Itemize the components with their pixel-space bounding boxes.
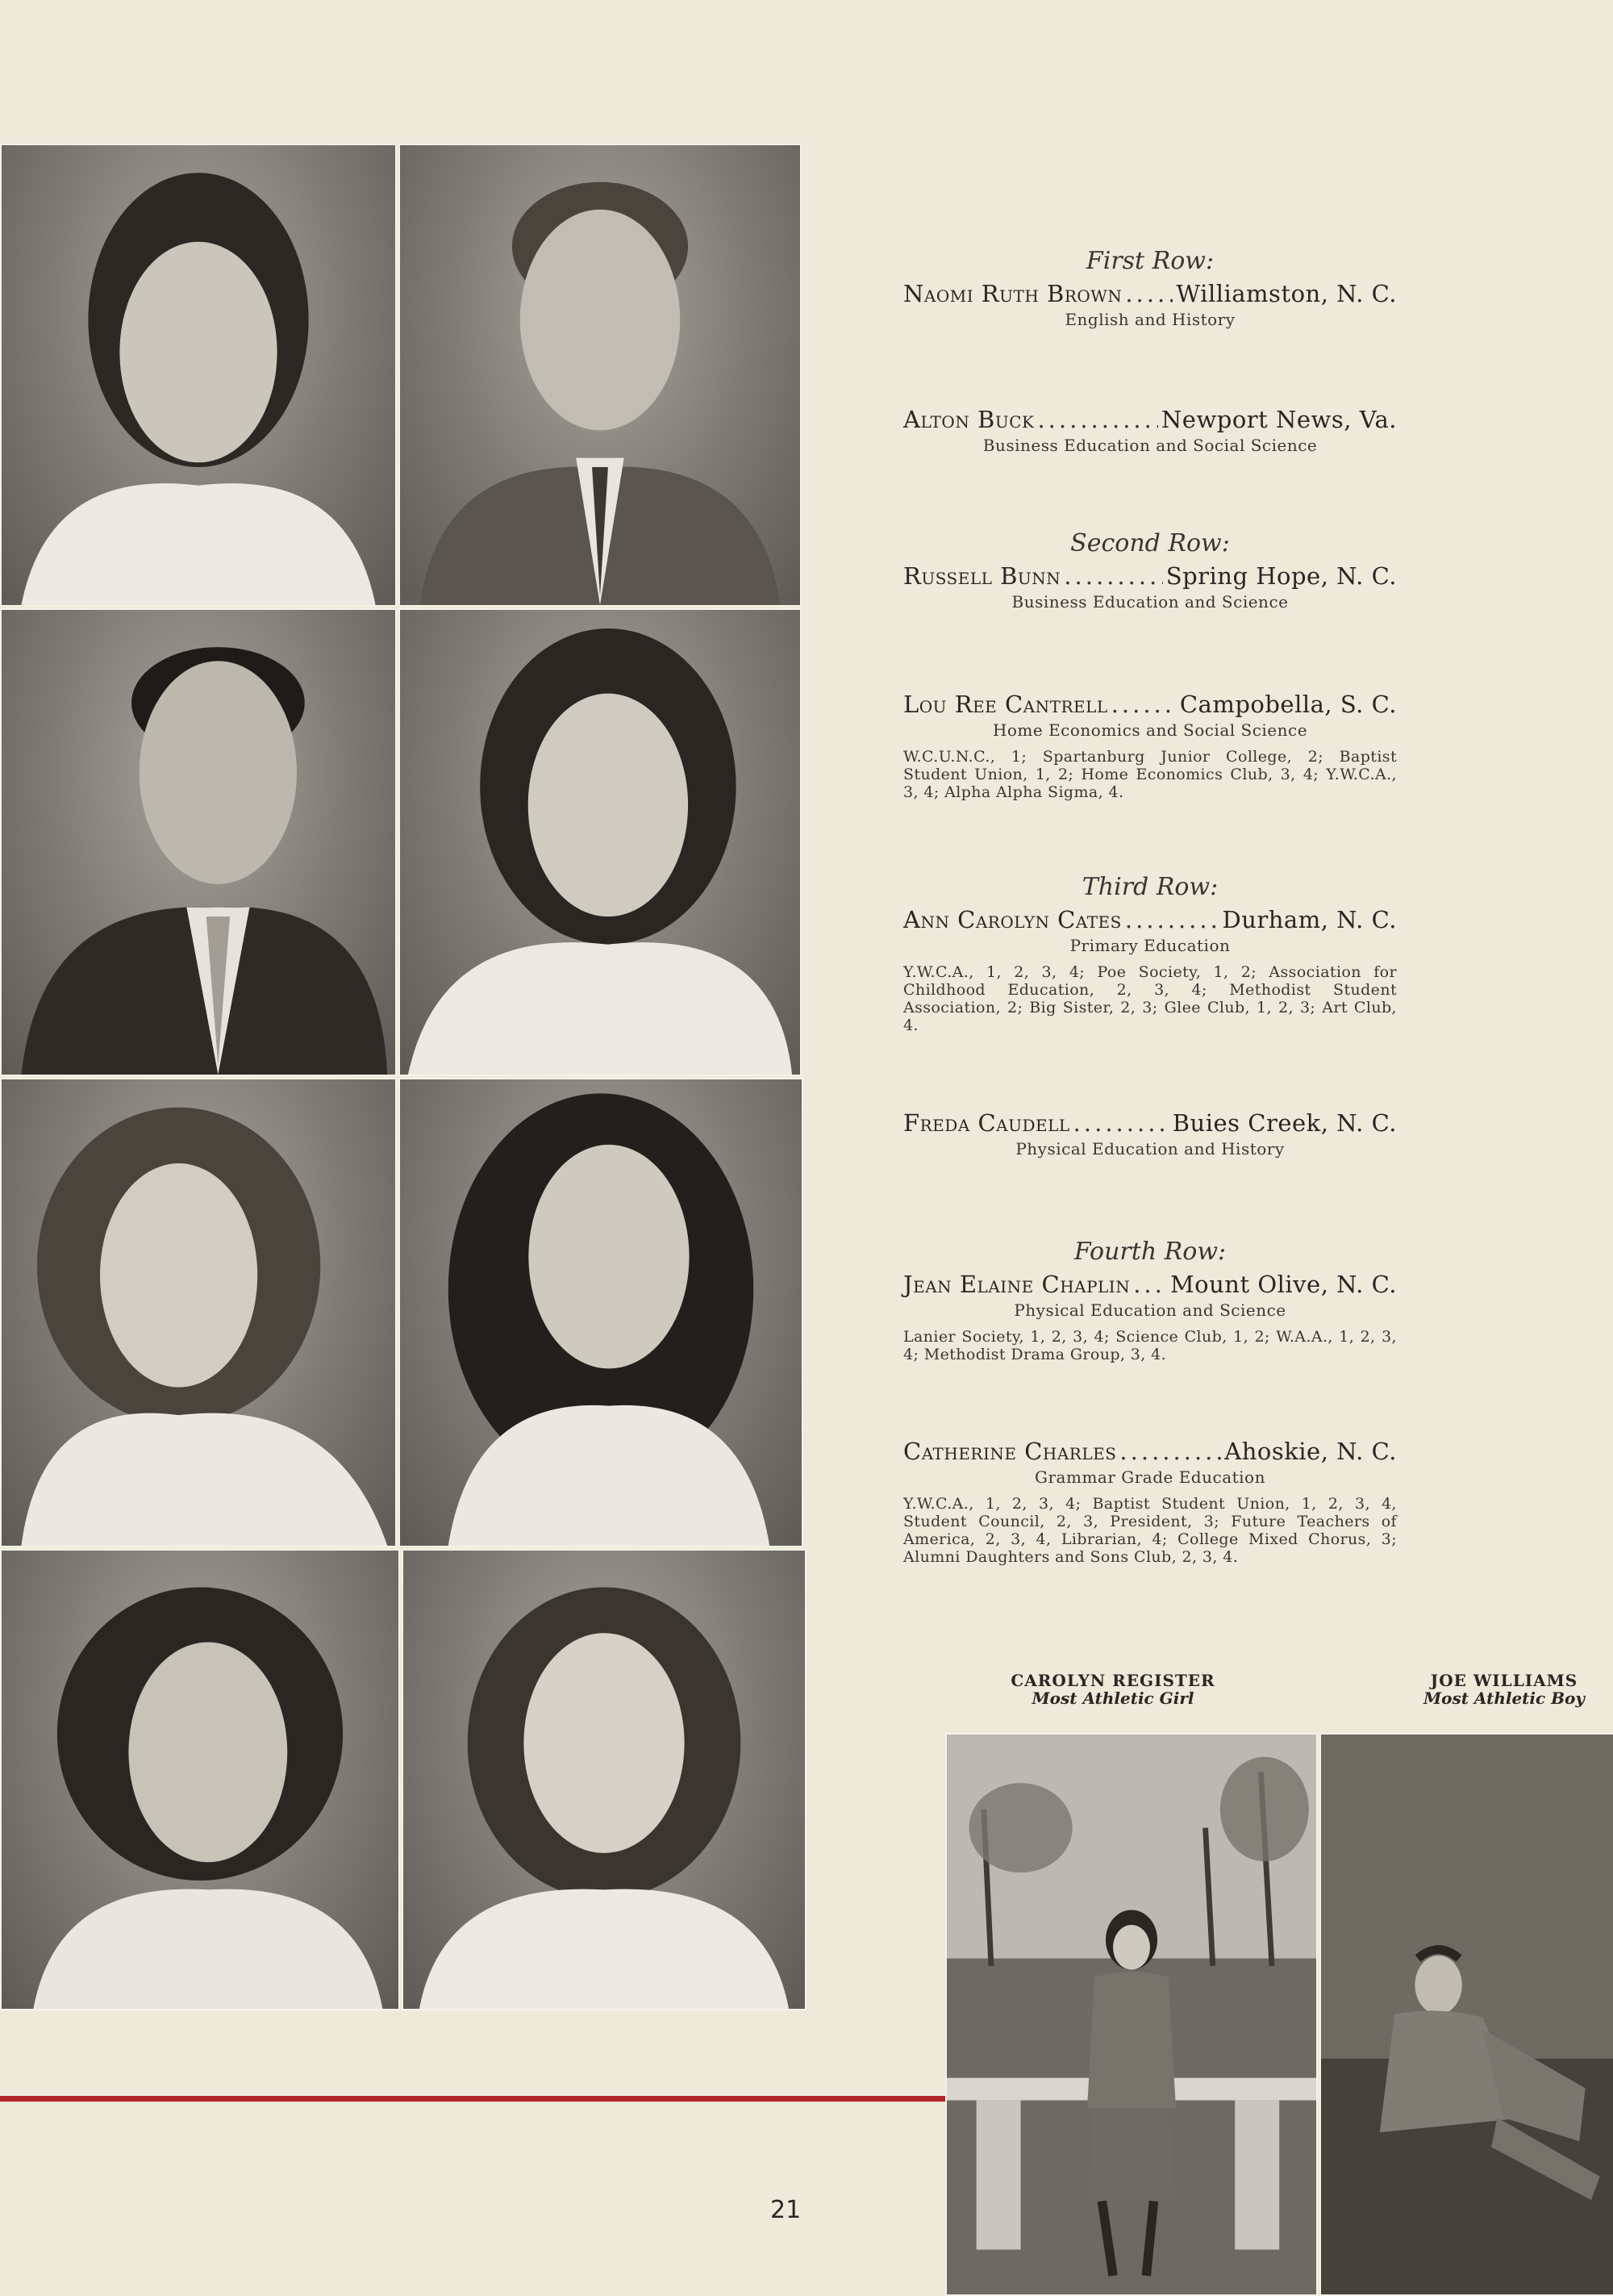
- leader-dots: [1111, 691, 1177, 718]
- student-name: Catherine Charles: [903, 1438, 1117, 1465]
- photo-most-athletic-boy: [1319, 1733, 1613, 2296]
- name-line: [903, 1271, 1397, 1298]
- row-heading-third: Third Row:: [1082, 873, 1219, 901]
- portrait-jean-elaine-chaplin: [0, 1549, 400, 2010]
- major: Grammar Grade Education: [1035, 1467, 1265, 1487]
- name-line: [903, 562, 1397, 590]
- entry-russell-bunn: [903, 529, 1397, 612]
- name-line: [903, 406, 1397, 433]
- leader-dots: [1073, 1109, 1169, 1137]
- major: English and History: [1065, 310, 1236, 329]
- major: Physical Education and History: [1015, 1139, 1285, 1158]
- leader-dots: [1125, 906, 1219, 933]
- caption-most-athletic-girl: [952, 1672, 1274, 1707]
- hometown: Buies Creek, N. C.: [1172, 1109, 1397, 1137]
- major: Primary Education: [1069, 936, 1231, 955]
- student-name: Alton Buck: [903, 406, 1035, 433]
- hometown: Mount Olive, N. C.: [1169, 1271, 1397, 1298]
- hometown: Newport News, Va.: [1161, 406, 1397, 433]
- major: Home Economics and Social Science: [992, 720, 1308, 740]
- row-heading-first: First Row:: [1086, 247, 1215, 275]
- major: Business Education and Science: [1011, 592, 1289, 612]
- portrait-naomi-ruth-brown: [0, 144, 397, 607]
- leader-dots: [1037, 406, 1157, 433]
- name-line: [903, 280, 1397, 307]
- portrait-alton-buck: [398, 144, 802, 607]
- entry-lou-ree-cantrell: [903, 691, 1397, 801]
- leader-dots: [1119, 1438, 1221, 1465]
- superlative-name: CAROLYN REGISTER: [1011, 1671, 1215, 1690]
- name-line: [903, 906, 1397, 933]
- caption-most-athletic-boy: [1403, 1672, 1605, 1707]
- leader-dots: [1064, 562, 1162, 590]
- entry-naomi-ruth-brown: [903, 247, 1397, 329]
- entry-jean-elaine-chaplin: [903, 1238, 1397, 1363]
- photo-most-athletic-girl: [945, 1733, 1318, 2296]
- red-divider-rule: [0, 2096, 945, 2102]
- superlative-title: Most Athletic Girl: [1032, 1689, 1194, 1708]
- entry-freda-caudell: [903, 1109, 1397, 1158]
- name-line: [903, 1109, 1397, 1137]
- entry-alton-buck: [903, 406, 1397, 455]
- hometown: Spring Hope, N. C.: [1165, 562, 1397, 590]
- superlative-name: JOE WILLIAMS: [1430, 1671, 1578, 1690]
- student-name: Lou Ree Cantrell: [903, 691, 1108, 718]
- leader-dots: [1133, 1271, 1167, 1298]
- portrait-russell-bunn: [0, 608, 397, 1076]
- activities: Y.W.C.A., 1, 2, 3, 4; Baptist Student Union, 1, 2, 3, 4, Student Council, 2, 3, President, 3; Future Teachers of America, 2, 3, 4, Librarian, 4; College Mixed Chorus, 3; Alumni Daughters and Sons Club, 2, 3, 4.: [903, 1495, 1397, 1566]
- entry-ann-carolyn-cates: [903, 873, 1397, 1034]
- student-name: Russell Bunn: [903, 562, 1061, 590]
- activities: W.C.U.N.C., 1; Spartanburg Junior College, 2; Baptist Student Union, 1, 2; Home Economics Club, 3, 4; Y.W.C.A., 3, 4; Alpha Alpha Sigma, 4.: [903, 748, 1397, 801]
- major: Business Education and Social Science: [982, 436, 1318, 455]
- leader-dots: [1125, 280, 1173, 307]
- student-name: Naomi Ruth Brown: [903, 280, 1123, 307]
- page-number: 21: [770, 2196, 802, 2224]
- name-line: [903, 691, 1397, 718]
- student-name: Ann Carolyn Cates: [903, 906, 1122, 933]
- hometown: Campobella, S. C.: [1179, 691, 1397, 718]
- student-name: Jean Elaine Chaplin: [903, 1271, 1131, 1298]
- hometown: Ahoskie, N. C.: [1224, 1438, 1397, 1465]
- portrait-catherine-charles: [402, 1549, 806, 2010]
- activities: Y.W.C.A., 1, 2, 3, 4; Poe Society, 1, 2; Association for Childhood Education, 2, 3, 4; Methodist Student Association, 2; Big Sister, 2, 3; Glee Club, 1, 2, 3; Art Club, 4.: [903, 963, 1397, 1034]
- activities: Lanier Society, 1, 2, 3, 4; Science Club, 1, 2; W.A.A., 1, 2, 3, 4; Methodist Drama Group, 3, 4.: [903, 1328, 1397, 1363]
- entry-catherine-charles: [903, 1438, 1397, 1566]
- name-line: [903, 1438, 1397, 1465]
- row-heading-second: Second Row:: [1070, 529, 1230, 557]
- hometown: Williamston, N. C.: [1176, 280, 1397, 307]
- major: Physical Education and Science: [1014, 1300, 1286, 1320]
- portrait-lou-ree-cantrell: [398, 608, 802, 1076]
- row-heading-fourth: Fourth Row:: [1073, 1238, 1227, 1266]
- portrait-ann-carolyn-cates: [0, 1078, 397, 1547]
- superlative-title: Most Athletic Boy: [1423, 1689, 1586, 1708]
- student-name: Freda Caudell: [903, 1109, 1070, 1137]
- hometown: Durham, N. C.: [1222, 906, 1397, 933]
- portrait-freda-caudell: [398, 1078, 803, 1547]
